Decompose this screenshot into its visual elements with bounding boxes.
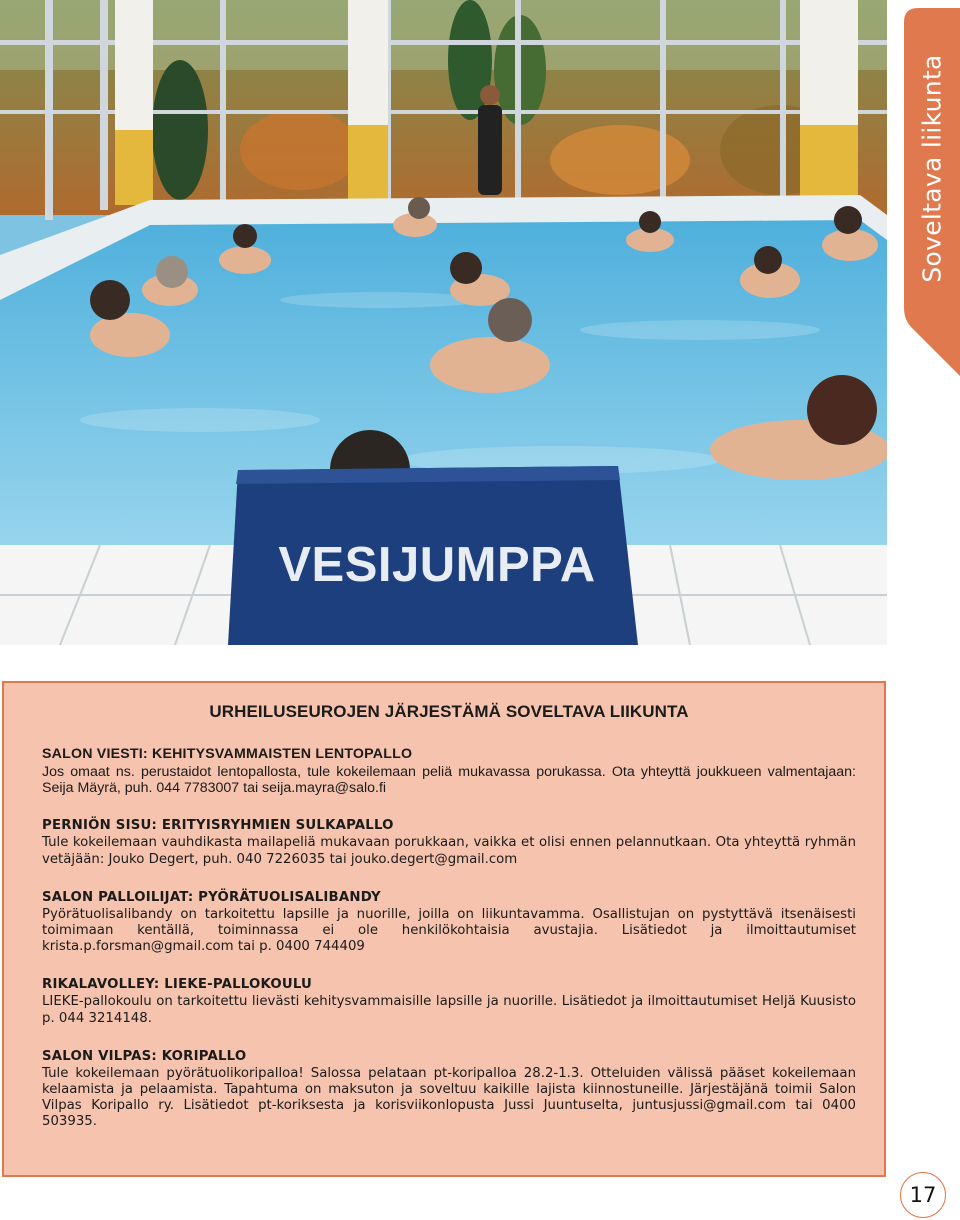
section-heading: RIKALAVOLLEY: LIEKE-PALLOKOULU [42,977,313,993]
section-body: Tule kokeilemaan pyörätuolikoripalloa! Salossa pelataan pt-koripalloa 28.2-1.3. Otteluiden välissä pääset kokeilemaan kelaamista ja pelaamista. Tapahtuma on maksuton ja soveltuu kaikille lajista kiinnostuneille. Järjestäjänä toimii Salon Vilpas Koripallo ry. Lisätiedot pt-koriksesta ja korisviikonlopusta Jussi Juuntuselta, juntusjussi@gmail.com tai 0400 503935. [42,1065,856,1130]
section-salon-vilpas [42,1049,856,1131]
info-box [2,681,886,1177]
section-body: Jos omaat ns. perustaidot lentopallosta, tule kokeilemaan peliä mukavassa porukassa. Ota yhteyttä joukkueen valmentajaan: Seija Mäyrä, puh. 044 7783007 tai seija.mayra@salo.fi [42,764,856,797]
sign-text: VESIJUMPPA [278,538,596,592]
section-salon-viesti [42,746,856,796]
section-body: Tule kokeilemaan vauhdikasta mailapeliä mukavaan porukkaan, vaikka et olisi ennen pelannutkaan. Ota yhteyttä ryhmän vetäjään: Jouko Degert, puh. 040 7226035 tai jouko.degert@gmail.com [42,835,856,867]
section-body: Pyörätuolisalibandy on tarkoitettu lapsille ja nuorille, joilla on liikuntavamma. Osallistujan on pystyttävä itsenäisesti toimimaan kentällä, toiminnassa ei ole henkilökohtaisia avustajia. Lisätiedot ja ilmoittautumiset krista.p.forsman@gmail.com tai p. 0400 744409 [42,906,856,955]
section-heading: PERNIÖN SISU: ERITYISRYHMIEN SULKAPALLO [42,818,394,834]
section-body: LIEKE-pallokoulu on tarkoitettu lievästi kehitysvammaisille lapsille ja nuorille. Lisätiedot ja ilmoittautumiset Heljä Kuusisto p. 044 3214148. [42,994,856,1026]
section-heading: SALON VILPAS: KORIPALLO [42,1048,247,1064]
section-tab-label: Soveltava liikunta [917,53,947,283]
section-heading: SALON PALLOILIJAT: PYÖRÄTUOLISALIBANDY [42,889,381,905]
section-heading: SALON VIESTI: KEHITYSVAMMAISTEN LENTOPALLO [42,746,413,762]
page-number: 17 [900,1172,946,1218]
box-title: URHEILUSEUROJEN JÄRJESTÄMÄ SOVELTAVA LIIKUNTA [209,702,689,721]
section-salon-palloilijat [42,890,856,956]
section-rikalavolley [42,977,856,1026]
section-tab [904,8,960,378]
section-pernion-sisu [42,818,856,867]
pool-photo [0,0,887,645]
